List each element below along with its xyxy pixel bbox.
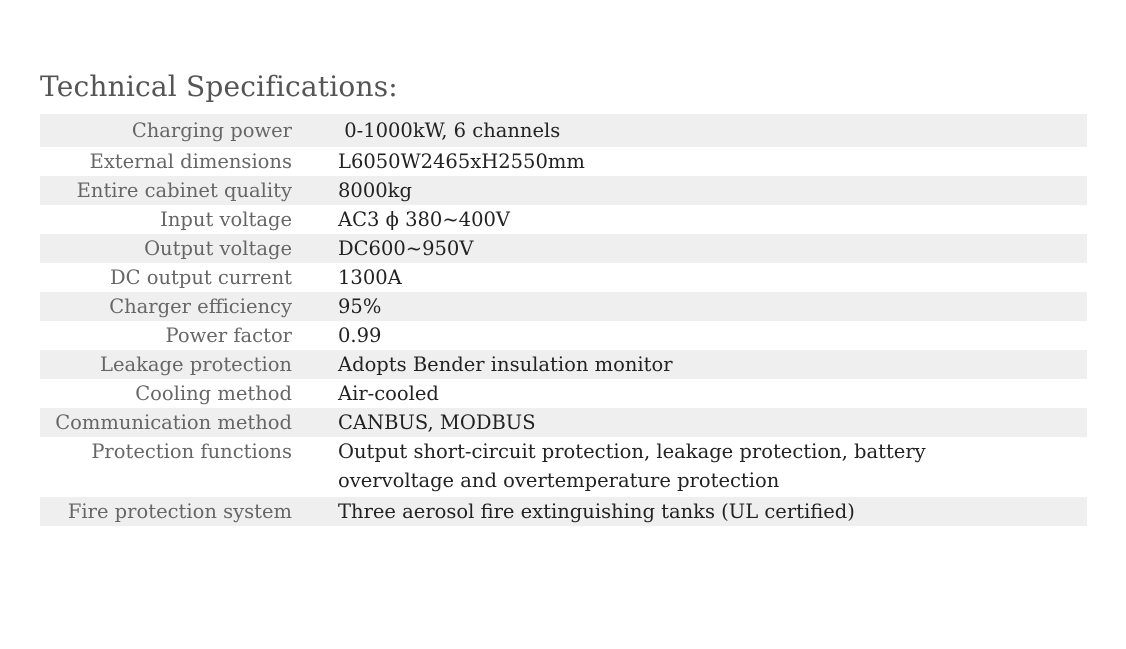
spec-label: Protection functions [91,440,292,463]
spec-value: Three aerosol fire extinguishing tanks (UL certified) [338,500,855,523]
spec-value: Air-cooled [338,382,439,405]
spec-label: Fire protection system [67,500,292,523]
spec-row-charger-efficiency [40,292,1087,321]
spec-label: Entire cabinet quality [76,179,292,202]
spec-value: 95% [338,295,382,318]
spec-row-dc-output-current [40,263,1087,292]
spec-row-cooling-method [40,379,1087,408]
spec-label: Communication method [55,411,292,434]
spec-value: 0.99 [338,324,382,347]
page-title: Technical Specifications: [40,70,398,103]
spec-row-fire-protection [40,497,1087,526]
spec-value: AC3 ϕ 380~400V [338,208,510,231]
spec-row-power-factor [40,321,1087,350]
spec-row-input-voltage [40,205,1087,234]
spec-value: Adopts Bender insulation monitor [338,353,673,376]
spec-label: Power factor [165,324,292,347]
spec-label: Output voltage [144,237,292,260]
spec-row-communication-method [40,408,1087,437]
spec-value: 0-1000kW, 6 channels [338,119,561,142]
spec-value: L6050W2465xH2550mm [338,150,585,173]
spec-label: External dimensions [89,150,292,173]
spec-row-charging-power [40,114,1087,147]
spec-row-output-voltage [40,234,1087,263]
spec-label: DC output current [109,266,292,289]
spec-value: DC600~950V [338,237,474,260]
spec-value: 1300A [338,266,402,289]
spec-label: Charger efficiency [109,295,292,318]
spec-label: Charging power [131,119,292,142]
spec-label: Cooling method [135,382,292,405]
spec-row-cabinet-quality [40,176,1087,205]
spec-value: Output short-circuit protection, leakage protection, battery overvoltage and overtemperature protection [338,440,926,492]
spec-value: 8000kg [338,179,412,202]
spec-table [40,114,1087,526]
spec-label: Input voltage [160,208,292,231]
spec-value: CANBUS, MODBUS [338,411,536,434]
spec-row-external-dimensions [40,147,1087,176]
spec-label: Leakage protection [100,353,292,376]
spec-row-leakage-protection [40,350,1087,379]
spec-row-protection-functions [40,437,1087,497]
